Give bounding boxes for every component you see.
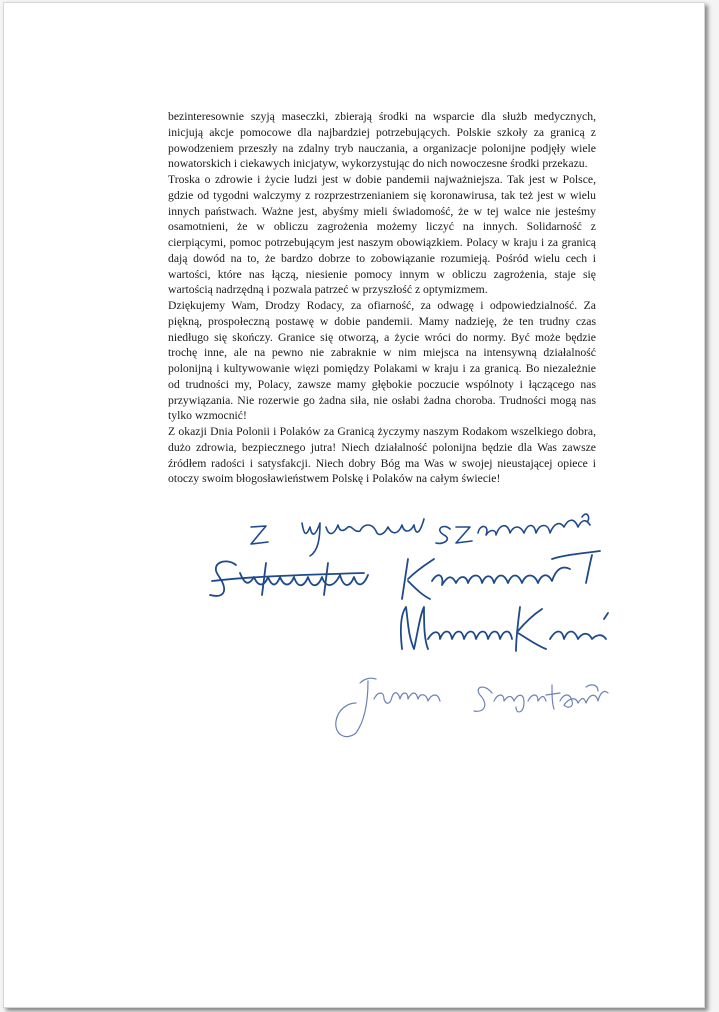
handwritten-signatures — [4, 3, 704, 1007]
signature-signer-3 — [336, 678, 608, 736]
paragraph: Troska o zdrowie i życie ludzi jest w dobie pandemii najważniejsza. Tak jest w Polsce, gdzie od tygodni walczymy z rozprzestrzenianiem się koronawirusa, tak też jest w wielu innych państwach. Ważne jest, abyśmy mieli świadomość, że w tej walce nie jesteśmy osamotnieni, że w obliczu zagrożenia możemy liczyć na innych. Solidarność z cierpiącymi, pomoc potrzebującym jest naszym obowiązkiem. Polacy w kraju i za granicą dają dowód na to, że bardzo dobrze to zobowiązanie rozumieją. Pośród wielu cech i wartości, które nas łączą, niesienie pomocy innym w obliczu zagrożenia, staje się wartością nadrzędną i pozwala patrzeć w przyszłość z optymizmem. — [168, 173, 596, 297]
paragraph: Z okazji Dnia Polonii i Polaków za Granicą życzymy naszym Rodakom wszelkiego dobra, dużo zdrowia, bezpiecznego jutra! Niech działalność polonijna będzie dla Was zawsze źródłem radości i satysfakcji. Niech dobry Bóg ma Was w swojej nieustającej opiece i otoczy swoim błogosławieństwem Polskę i Polaków na całym świecie! — [168, 425, 596, 486]
paragraph: bezinteresownie szyją maseczki, zbierają środki na wsparcie dla służb medycznych, inicjują akcje pomocowe dla najbardziej potrzebujących. Polskie szkoły za granicą z powodzeniem przeszły na zdalny tryb nauczania, a organizacje polonijne podjęły wiele nowatorskich i ciekawych inicjatyw, wykorzystując do nich nowoczesne środki przekazu. — [168, 110, 596, 171]
signature-greeting — [251, 514, 590, 556]
paragraph: Dziękujemy Wam, Drodzy Rodacy, za ofiarność, za odwagę i odpowiedzialność. Za piękną, prospołeczną postawę w dobie pandemii. Mamy nadzieję, że ten trudny czas niedługo się skończy. Granice się otworzą, a życie wróci do normy. Być może będzie trochę inne, ale na pewno nie zabraknie w nim miejsca na intensywną działalność polonijną i kultywowanie więzi pomiędzy Polakami w kraju i za granicą. Bo niezależnie od trudności my, Polacy, zawsze mamy głębokie poczucie wspólnoty i łączącego nas przywiązania. Nie rozerwie go żadna siła, nie osłabi żadna choroba. Trudności mogą nas tylko wzmocnić! — [168, 299, 596, 423]
signature-signer-1 — [210, 551, 600, 599]
document-page — [3, 2, 705, 1008]
signature-signer-2 — [401, 607, 608, 651]
